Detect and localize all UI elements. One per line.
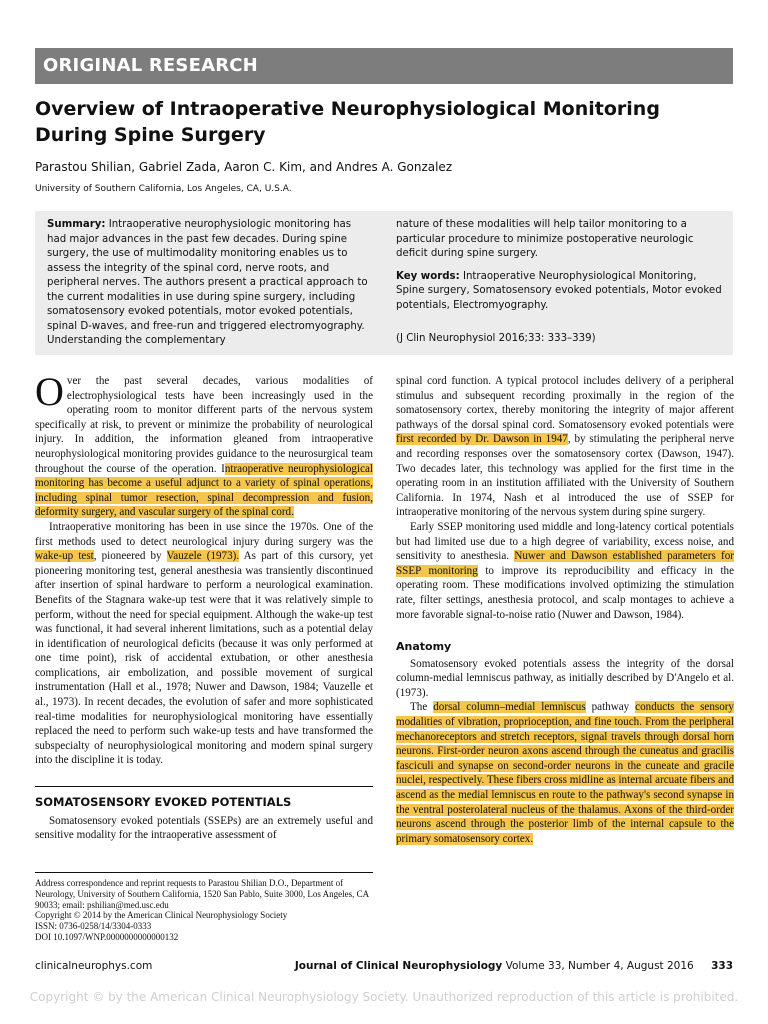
summary-left [47,218,373,349]
pathway-text: The [410,701,434,714]
history-text: As part of this cursory, yet pioneering monitoring test, general anesthesia was transiently discontinued after insertion of spinal hardware to perform a neurological examination. Benefits of the Stagnara wake-up test were that it was relatively simple to perform, without the need for special equipment. Although the wake-up test was functional, it had several inherent limitations, such as a potential delay in identification of neurological deficits (because it was only performed at one time point), risk of accidental extubation, or other anesthesia complications, air embolization, and possible movement of surgical instrumentation (Hall et al., 1978; Nuwer and Dawson, 1984; Vauzelle et al., 1973). In recent decades, the evolution of safer and more sophisticated real-time modalities for neurophysiological monitoring have essentially replaced the need to perform such wake-up tests and have transformed the subspecialty of neurophysiological monitoring and modern spinal surgery into the discipline it is today. [35,550,374,767]
journal-volume: Volume 33, Number 4, August 2016 [505,960,694,972]
ssep-text: , by stimulating the peripheral nerve and recording responses over the somatosensory cortex (Dawson, 1947). Two decades later, this technology was applied for the first time in the operating room in an institution affiliated with the University of Southern California. In 1974, Nash et al introduced the use of SSEP for intraoperative monitoring of the nervous system during spine surgery. [396,433,735,519]
section-heading-ssep: SOMATOSENSORY EVOKED POTENTIALS [35,795,292,810]
journal-info [295,960,733,972]
highlight: first recorded by Dr. Dawson in 1947 [396,433,568,446]
footnote-copyright: Copyright © 2014 by the American Clinical Neurophysiology Society [35,910,288,921]
early-ssep-paragraph [396,520,734,622]
pathway-paragraph [396,700,734,846]
ssep-text: spinal cord function. A typical protocol includes delivery of a peripheral stimulus and subsequent recording proximally in the region of the somatosensory cortex, thereby monitoring the integrity of major afferent pathways of the dorsal spinal cord. Somatosensory evoked potentials were [396,375,734,431]
page-number: 333 [711,960,733,972]
body-column-left [35,369,374,843]
highlight: Nuwer and Dawson established parameters for SSEP monitoring [396,550,734,577]
ssep-continued-paragraph [396,374,734,520]
ssep-paragraph: Somatosensory evoked potentials (SSEPs) are an extremely useful and sensitive modality for the intraoperative assessment of [35,814,373,842]
early-text: to improve its reproducibility and efficacy in the operating room. These modifications involved optimizing the stimulation rate, filter settings, anesthesia protocol, and scalp montages to achieve a more favorable signal-to-noise ratio (Nuwer and Dawson, 1984). [396,564,734,621]
summary-text-left: Intraoperative neurophysiologic monitoring has had major advances in the past few decades. During spine surgery, the use of multimodality monitoring enables us to assess the integrity of the spinal cord, nerve roots, and peripheral nerves. The authors present a practical approach to the current modalities in use during spine surgery, including somatosensory evoked potentials, motor evoked potentials, spinal D-waves, and free-run and triggered electromyography. Understanding the complementary [47,219,368,346]
journal-name: Journal of Clinical Neurophysiology [294,960,503,972]
body-column-right [396,374,734,846]
section-heading-anatomy: Anatomy [396,640,452,654]
summary-right [396,218,726,321]
early-text: Early SSEP monitoring used middle and long-latency cortical potentials but had limited use due to a high degree of variability, excess noise, and sensitivity to anesthesia. [396,520,734,563]
summary-box [35,211,733,355]
copyright-watermark: Copyright © by the American Clinical Neurophysiology Society. Unauthorized reproduction of this article is prohibited. [29,990,739,1004]
keywords-label: Key words: [396,270,460,282]
keywords [396,270,726,314]
highlight: ntraoperative neurophysiological monitoring has become a useful adjunct to a variety of spinal operations, including spinal tumor resection, spinal decompression and fusion, deformity surgery, and vascular surgery of the spinal cord. [35,462,373,519]
history-text: , pioneered by [93,550,167,563]
anatomy-paragraph: Somatosensory evoked potentials assess the integrity of the dorsal column-medial lemniscus pathway, as initially described by D'Angelo et al. (1973). [396,657,734,699]
affiliation: University of Southern California, Los Angeles, CA, U.S.A. [35,184,292,194]
summary-text-right: nature of these modalities will help tailor monitoring to a particular procedure to minimize postoperative neurologic deficit during spine surgery. [396,219,694,259]
history-paragraph [35,520,373,768]
highlight: Vauzele (1973). [166,550,240,563]
correspondence-footnote [35,872,373,943]
author-list: Parastou Shilian, Gabriel Zada, Aaron C. Kim, and Andres A. Gonzalez [35,160,453,174]
section-banner: ORIGINAL RESEARCH [35,48,733,84]
footnote-doi: DOI 10.1097/WNP.0000000000000132 [35,931,179,942]
pathway-text: pathway [585,701,636,714]
drop-cap: O [35,369,64,414]
intro-text: ver the past several decades, various modalities of electrophysiological tests have been increasingly used in the operating room to monitor different parts of the nervous system specifically at risk, to prevent or minimize the probability of neurological injury. In addition, the information gleaned from intraoperative neurophysiological monitoring provides guidance to the neurosurgical team throughout the course of the operation. I [35,375,373,475]
article-title: Overview of Intraoperative Neurophysiological Monitoring During Spine Surgery [35,98,660,146]
intro-paragraph [35,369,373,520]
citation: (J Clin Neurophysiol 2016;33: 333–339) [396,333,596,344]
summary-label: Summary: [47,219,106,230]
history-text: Intraoperative monitoring has been in use since the 1970s. One of the first methods used to detect neurological injury during surgery was the [35,520,373,548]
keywords-text: Intraoperative Neurophysiological Monitoring, Spine surgery, Somatosensory evoked potentials, Motor evoked potentials, Electromyography. [396,270,722,311]
footnote-issn: ISSN: 0736-0258/14/3304-0333 [35,921,152,932]
footnote-address: Address correspondence and reprint requests to Parastou Shilian D.O., Department of Neurology, University of Southern California, 1520 San Pablo, Suite 3000, Los Angeles, CA 90033; email: pshilian@med.usc.edu [35,878,369,910]
journal-website: clinicalneurophys.com [35,960,153,972]
section-divider [35,786,373,810]
highlight: conducts the sensory modalities of vibration, proprioception, and fine touch. From the peripheral mechanoreceptors and stretch receptors, signal travels through dorsal horn neurons. First-order neuron axons ascend through the cuneatus and gracilis fasciculi and synapse on second-order neurons in the cuneate and gracile nuclei, respectively. These fibers cross midline as internal arcuate fibers and ascend as the medial lemniscus en route to the pathway's second synapse in the ventral posterolateral nucleus of the thalamus. Axons of the third-order neurons ascend through the posterior limb of the internal capsule to the primary somatosensory cortex. [396,701,734,845]
highlight: dorsal column–medial lemniscus [433,701,586,714]
page-footer [35,960,733,976]
highlight: wake-up test [35,550,94,563]
